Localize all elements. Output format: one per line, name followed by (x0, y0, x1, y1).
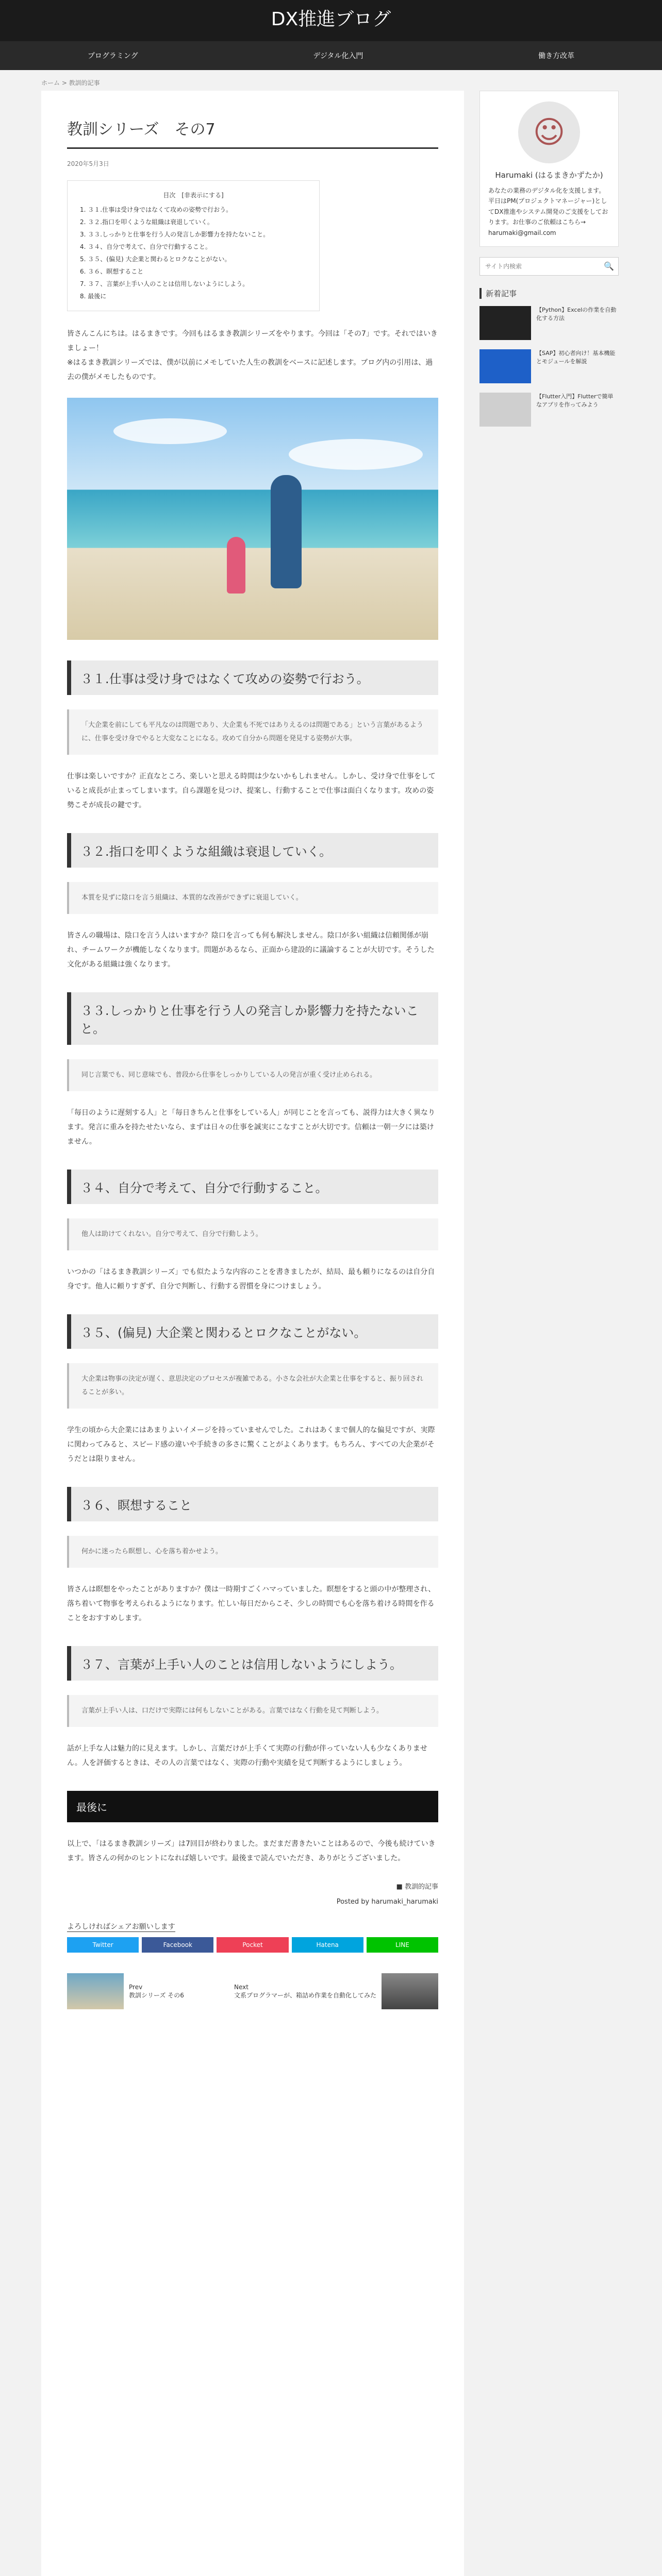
section-text: 学生の頃から大企業にはあまりよいイメージを持っていませんでした。これはあくまで個人的な偏見ですが、実際に関わってみると、スピード感の違いや手続きの多さに驚くことがよくあります。もちろん、すべての大企業がそうだとは限りません。 (67, 1426, 435, 1463)
section-heading: ３２.指口を叩くような組織は衰退していく。 (67, 833, 438, 868)
section-heading: ３７、言葉が上手い人のことは信用しないようにしよう。 (67, 1646, 438, 1681)
section-text: 話が上手な人は魅力的に見えます。しかし、言葉だけが上手くて実際の行動が伴っていない人も少なくありません。人を評価するときは、その人の言葉ではなく、実際の行動や実績を見て判断するようにしましょう。 (67, 1744, 427, 1767)
nav-item-programming[interactable]: プログラミング (87, 52, 138, 60)
toc-item[interactable]: 8. 最後に (80, 293, 107, 300)
new-post-item[interactable] (479, 349, 619, 383)
new-post-title: 【Flutter入門】Flutterで簡単なアプリを作ってみよう (536, 393, 614, 409)
toc-item[interactable]: 7. ３７、言葉が上手い人のことは信用しないようにしよう。 (80, 280, 249, 287)
section-quote: 本質を見ずに陰口を言う組織は、本質的な改善ができずに衰退していく。 (67, 882, 438, 914)
profile-card (479, 91, 619, 247)
father-figure (271, 475, 302, 588)
avatar: ☺ (518, 101, 580, 163)
prev-thumbnail (67, 1973, 124, 2009)
section-quote: 大企業は物事の決定が遅く、意思決定のプロセスが複雑である。小さな会社が大企業と仕事をすると、振り回されることが多い。 (67, 1363, 438, 1409)
next-title: 文系プログラマーが、箱詰め作業を自動化してみた (234, 1991, 376, 1999)
section-text: 皆さんの職場は、陰口を言う人はいますか？陰口を言っても何も解決しません。陰口が多い組織は信頼関係が崩れ、チームワークが機能しなくなります。問題があるなら、正面から建設的に議論することが大切です。そうした文化がある組織は強くなります。 (67, 931, 435, 969)
new-post-title: 【Python】Excelの作業を自動化する方法 (536, 306, 617, 322)
search-icon[interactable]: 🔍 (604, 261, 614, 272)
prev-label: Prev (129, 1983, 143, 1991)
toc-item[interactable]: 4. ３４、自分で考えて、自分で行動すること。 (80, 243, 212, 250)
share-pocket-button[interactable]: Pocket (217, 1937, 288, 1953)
profile-name: Harumaki (はるまきかずたか) (495, 171, 603, 180)
new-post-thumbnail (479, 393, 531, 427)
section-heading: ３５、(偏見) 大企業と関わるとロクなことがない。 (67, 1314, 438, 1349)
next-thumbnail (382, 1973, 438, 2009)
section-quote: 言葉が上手い人は、口だけで実際には何もしないことがある。言葉ではなく行動を見て判断しよう。 (67, 1695, 438, 1727)
next-post-link[interactable] (234, 1973, 438, 2009)
section-quote: 「大企業を前にしても平凡なのは問題であり、大企業も不死ではありえるのは問題である」という言葉があるように、仕事を受け身でやると大変なことになる。攻めて自分から問題を発見する姿勢が大事。 (67, 709, 438, 755)
search-input[interactable] (480, 258, 600, 275)
share-twitter-button[interactable]: Twitter (67, 1937, 139, 1953)
category-tag[interactable]: ■ 教訓的記事 (396, 1883, 438, 1891)
toc-item[interactable]: 2. ３２.指口を叩くような組織は衰退していく。 (80, 218, 213, 226)
search-box (479, 257, 619, 276)
post-date: 2020年5月3日 (67, 160, 109, 167)
new-post-item[interactable] (479, 306, 619, 340)
last-text: 以上で、「はるまき教訓シリーズ」は7回目が終わりました。まだまだ書きたいことはあるので、今後も続けていきます。皆さんの何かのヒントになれば嬉しいです。最後まで読んでいただき、ありがとうございました。 (67, 1840, 436, 1862)
section-heading: ３３.しっかりと仕事を行う人の発言しか影響力を持たないこと。 (67, 992, 438, 1045)
beach-photo (67, 398, 438, 640)
section-text: 皆さんは瞑想をやったことがありますか？僕は一時期すごくハマっていました。瞑想をすると頭の中が整理され、落ち着いて物事を考えられるようになります。忙しい毎日だからこそ、少しの時間でも心を落ち着ける時間を作ることをおすすめします。 (67, 1585, 436, 1622)
new-post-thumbnail (479, 349, 531, 383)
nav-item-workstyle[interactable]: 働き方改革 (538, 52, 575, 60)
section-heading: ３４、自分で考えて、自分で行動すること。 (67, 1170, 438, 1204)
section-text: いつかの「はるまき教訓シリーズ」でも似たような内容のことを書きましたが、結局、最も頼りになるのは自分自身です。他人に頼りすぎず、自分で判断し、行動する習慣を身につけましょう。 (67, 1268, 435, 1291)
section-quote: 何かに迷ったら瞑想し、心を落ち着かせよう。 (67, 1536, 438, 1568)
share-hatena-button[interactable]: Hatena (292, 1937, 363, 1953)
new-posts-title: 新着記事 (479, 288, 619, 299)
prev-title: 教訓シリーズ その6 (129, 1991, 184, 1999)
toc-item[interactable]: 6. ３６、瞑想すること (80, 268, 144, 275)
article (41, 91, 464, 2576)
new-post-thumbnail (479, 306, 531, 340)
toc-item[interactable]: 1. ３１.仕事は受け身ではなくて攻めの姿勢で行おう。 (80, 206, 233, 213)
table-of-contents (67, 180, 320, 311)
section-text: 仕事は楽しいですか？正直なところ、楽しいと思える時間は少ないかもしれません。しかし、受け身で仕事をしていると成長が止まってしまいます。自ら課題を見つけ、提案し、行動することで仕事は面白くなります。攻めの姿勢こそが成長の鍵です。 (67, 772, 436, 809)
breadcrumb[interactable]: ホーム > 教訓的記事 (41, 79, 100, 87)
share-buttons (67, 1937, 438, 1953)
section-heading: ３１.仕事は受け身ではなくて攻めの姿勢で行おう。 (67, 660, 438, 695)
toc-title[interactable]: 目次 [非表示にする] (163, 192, 224, 199)
intro-text: 皆さんこんにちは。はるまきです。今回もはるまき教訓シリーズをやります。今回は「その7」です。それではいきましょー！ ※はるまき教訓シリーズでは、僕が以前にメモしていた人生の教訓をベースに記述します。ブログ内の引用は、過去の僕がメモしたものです。 (67, 330, 438, 381)
toc-item[interactable]: 3. ３３.しっかりと仕事を行う人の発言しか影響力を持たないこと。 (80, 231, 270, 238)
section-heading-last: 最後に (67, 1791, 438, 1822)
child-figure (227, 537, 245, 594)
prev-post-link[interactable] (67, 1973, 184, 2009)
share-facebook-button[interactable]: Facebook (142, 1937, 213, 1953)
section-text: 「毎日のように遅刻する人」と「毎日きちんと仕事をしている人」が同じことを言っても、説得力は大きく異なります。発言に重みを持たせたいなら、まずは日々の仕事を誠実にこなすことが大切です。信頼は一朝一夕には築けません。 (67, 1109, 435, 1146)
new-post-item[interactable] (479, 393, 619, 427)
section-quote: 同じ言葉でも、同じ意味でも、普段から仕事をしっかりしている人の発言が重く受け止められる。 (67, 1059, 438, 1091)
sidebar (479, 91, 619, 2576)
share-line-button[interactable]: LINE (367, 1937, 438, 1953)
section-quote: 他人は助けてくれない。自分で考えて、自分で行動しよう。 (67, 1218, 438, 1250)
site-title[interactable]: DX推進ブログ (0, 0, 662, 41)
global-nav (0, 41, 662, 70)
posted-by[interactable]: Posted by harumaki_harumaki (336, 1898, 438, 1906)
share-title: よろしければシェアお願いします (67, 1921, 175, 1932)
toc-item[interactable]: 5. ３５、(偏見) 大企業と関わるとロクなことがない。 (80, 256, 231, 263)
section-heading: ３６、瞑想すること (67, 1487, 438, 1521)
page-title: 教訓シリーズ その7 (67, 116, 438, 149)
post-pager (67, 1973, 438, 2009)
next-label: Next (234, 1983, 249, 1991)
new-post-title: 【SAP】初心者向け！基本機能とモジュールを解説 (536, 349, 616, 365)
nav-item-digital[interactable]: デジタル化入門 (313, 52, 363, 60)
profile-bio: あなたの業務のデジタル化を支援します。平日はPM(プロジェクトマネージャー)としてDX推進やシステム開発のご支援をしております。お仕事のご依頼はこちら→ harumaki@gmail.com (488, 187, 608, 236)
